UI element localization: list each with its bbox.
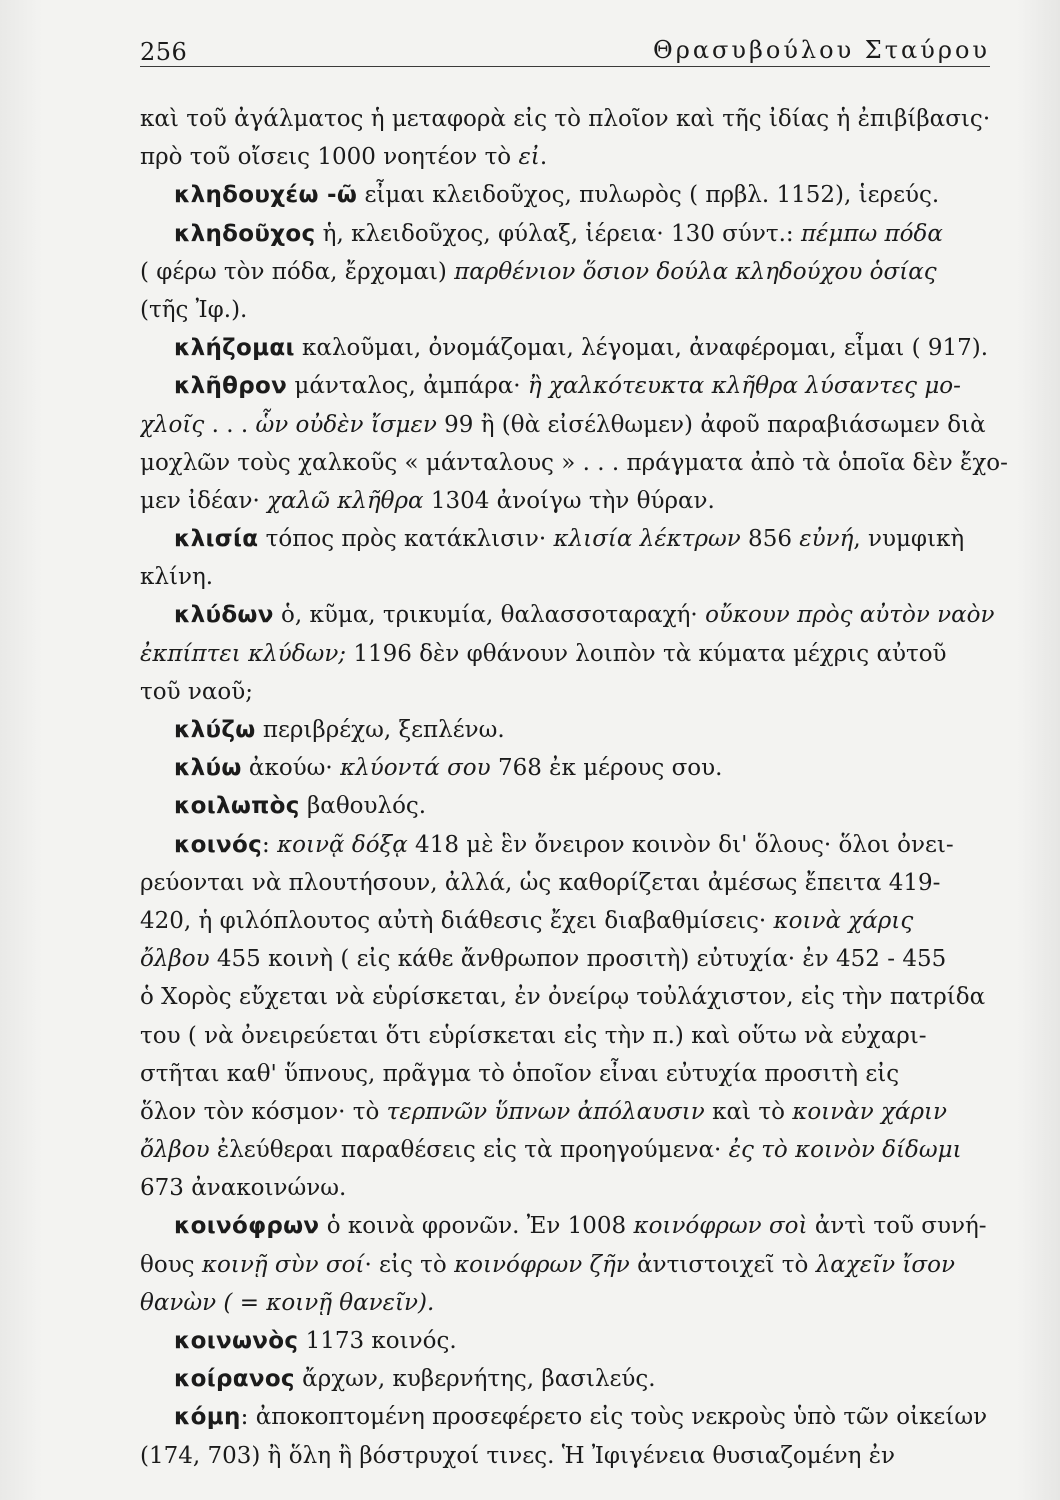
- text-run: περιβρέχω, ξεπλένω.: [255, 717, 505, 743]
- text-run: ἀντιστοιχεῖ τὸ: [629, 1251, 816, 1278]
- text-line: [140, 673, 1020, 711]
- text-run: πρὸ τοῦ οἴσεις 1000 νοητέον τὸ: [140, 144, 519, 171]
- text-line: [140, 1322, 1020, 1360]
- quotation: κοινᾷ δόξᾳ: [277, 831, 408, 858]
- text-run: μεν ἰδέαν·: [140, 487, 268, 514]
- text-line: [140, 215, 1020, 253]
- text-run: (τῆς Ἰφ.).: [140, 296, 248, 323]
- text-run: (174, 703) ἢ ὅλη ἢ βόστρυχοί τινες. Ἡ Ἰφιγένεια θυσιαζομένη ἐν: [140, 1442, 896, 1469]
- text-run: 768 ἐκ μέρους σου.: [490, 755, 723, 782]
- lemma-headword: κλισία: [174, 526, 259, 553]
- text-run: καλοῦμαι, ὀνομάζομαι, λέγομαι, ἀναφέρομαι, εἶμαι ( 917).: [294, 335, 989, 362]
- text-run: .: [539, 144, 548, 171]
- quotation: παρθένιον ὅσιον δούλα κληδούχου ὁσίας: [454, 258, 937, 285]
- text-line: [140, 1398, 1020, 1436]
- lemma-headword: κλῆθρον: [174, 373, 288, 400]
- quotation: χαλῶ κλῆθρα: [267, 487, 424, 514]
- text-run: 418 μὲ ἓν ὄνειρον κοινὸν δι' ὅλους· ὅλοι ὀνει-: [407, 831, 954, 858]
- quotation: οὔκουν πρὸς αὐτὸν ναὸν: [705, 602, 995, 629]
- text-run: , νυμφικὴ: [853, 526, 965, 553]
- text-line: [140, 138, 1020, 176]
- text-run: τόπος πρὸς κατάκλισιν·: [258, 526, 554, 553]
- text-line: [140, 1055, 1020, 1093]
- text-run: ὁ κοινὰ φρονῶν. Ἐν 1008: [319, 1213, 634, 1240]
- text-line: [140, 520, 1020, 558]
- text-line: [140, 1284, 1020, 1322]
- text-line: [140, 1131, 1020, 1169]
- lemma-headword: κοίρανος: [174, 1366, 295, 1393]
- text-run: εἶμαι κλειδοῦχος, πυλωρὸς ( πρβλ. 1152), ἱερεύς.: [357, 182, 940, 209]
- text-line: [140, 864, 1020, 902]
- lemma-headword: κλήζομαι: [174, 335, 295, 362]
- quotation: τερπνῶν ὕπνων ἀπόλαυσιν: [386, 1098, 705, 1125]
- text-line: [140, 711, 1020, 749]
- quotation: ἢ χαλκότευκτα κλῆθρα λύσαντες μο-: [527, 373, 961, 400]
- text-line: [140, 176, 1020, 214]
- lemma-headword: κληδουχέω -ῶ: [174, 182, 358, 209]
- text-run: 455 κοινὴ ( εἰς κάθε ἄνθρωπον προσιτὴ) εὐτυχία· ἐν 452 - 455: [209, 946, 947, 973]
- page-header: [140, 22, 990, 66]
- lemma-headword: κλύδων: [174, 602, 274, 629]
- quotation: κοινὰ χάρις: [773, 907, 914, 934]
- quotation: ὄλβου: [140, 1137, 210, 1164]
- quotation: ὧν οὐδὲν ἴσμεν: [255, 411, 437, 438]
- quotation: εἰ: [518, 144, 540, 171]
- text-line: [140, 367, 1020, 405]
- text-line: [140, 596, 1020, 634]
- text-line: [140, 482, 1020, 520]
- header-rule: [140, 66, 990, 67]
- text-run: ἀκούω·: [241, 755, 341, 782]
- text-line: [140, 787, 1020, 825]
- text-line: [140, 406, 1020, 444]
- lemma-headword: κόμη: [174, 1404, 241, 1431]
- text-run: 420, ἡ φιλόπλουτος αὐτὴ διάθεσις ἔχει διαβαθμίσεις·: [140, 907, 774, 934]
- text-run: 673 ἀνακοινώνω.: [140, 1175, 347, 1202]
- text-run: 1173 κοινός.: [298, 1328, 457, 1354]
- text-run: κλίνη.: [140, 564, 214, 591]
- text-line: [140, 1437, 1020, 1475]
- text-line: [140, 1207, 1020, 1245]
- lemma-headword: κλύζω: [174, 717, 256, 743]
- text-line: [140, 1017, 1020, 1055]
- text-run: 856: [740, 526, 800, 553]
- text-line: [140, 1246, 1020, 1284]
- lemma-headword: κοινόφρων: [174, 1213, 320, 1240]
- lemma-headword: κοινός: [174, 831, 263, 858]
- dictionary-text: [140, 100, 1020, 1475]
- text-line: [140, 940, 1020, 978]
- text-run: · εἰς τὸ: [364, 1251, 455, 1278]
- text-line: [140, 1169, 1020, 1207]
- text-line: [140, 291, 1020, 329]
- quotation: λαχεῖν ἴσον: [815, 1251, 955, 1278]
- text-run: μάνταλος, ἀμπάρα·: [287, 373, 528, 400]
- quotation: κοινῇ σὺν σοί: [201, 1251, 365, 1278]
- text-line: [140, 1093, 1020, 1131]
- quotation: πέμπω πόδα: [800, 220, 943, 247]
- text-run: στῆται καθ' ὕπνους, πρᾶγμα τὸ ὁποῖον εἶναι εὐτυχία προσιτὴ εἰς: [140, 1060, 900, 1087]
- page-number: 256: [140, 38, 188, 66]
- text-line: [140, 329, 1020, 367]
- text-line: [140, 558, 1020, 596]
- text-line: [140, 902, 1020, 940]
- text-line: [140, 635, 1020, 673]
- text-run: τοῦ ναοῦ;: [140, 678, 253, 705]
- quotation: κοινόφρων ζῆν: [454, 1251, 630, 1278]
- text-run: ρεύονται νὰ πλουτήσουν, ἀλλά, ὡς καθορίζεται ἀμέσως ἔπειτα 419-: [140, 869, 941, 896]
- quotation: χλοῖς: [140, 411, 205, 438]
- quotation: εὐνή: [799, 526, 854, 553]
- text-run: του ( νὰ ὀνειρεύεται ὅτι εὑρίσκεται εἰς τὴν π.) καὶ οὕτω νὰ εὐχαρι-: [140, 1022, 927, 1049]
- text-run: καὶ τοῦ ἀγάλματος ἡ μεταφορὰ εἰς τὸ πλοῖον καὶ τῆς ἰδίας ἡ ἐπιβίβασις·: [140, 106, 991, 132]
- text-run: 1304 ἀνοίγω τὴν θύραν.: [423, 487, 715, 514]
- lemma-headword: κοινωνὸς: [174, 1328, 299, 1354]
- text-run: . . .: [204, 411, 256, 438]
- quotation: κλύοντά σου: [340, 755, 491, 782]
- text-run: :: [262, 831, 278, 858]
- quotation: κοινὰν χάριν: [792, 1098, 947, 1125]
- text-line: [140, 100, 1020, 138]
- text-run: ἐλεύθεραι παραθέσεις εἰς τὰ προηγούμενα·: [209, 1137, 729, 1164]
- text-line: [140, 826, 1020, 864]
- lemma-headword: κλύω: [174, 755, 242, 782]
- text-run: καὶ τὸ: [704, 1098, 793, 1125]
- text-run: ( φέρω τὸν πόδα, ἔρχομαι): [140, 258, 455, 285]
- running-title: Θρασυβούλου Σταύρου: [653, 36, 990, 64]
- text-run: 1196 δὲν φθάνουν λοιπὸν τὰ κύματα μέχρις αὐτοῦ: [346, 640, 947, 667]
- quotation: ἐς τὸ κοινὸν δίδωμι: [728, 1137, 962, 1164]
- text-line: [140, 444, 1020, 482]
- text-run: 99 ἢ (θὰ εἰσέλθωμεν) ἀφοῦ παραβιάσωμεν διὰ: [436, 411, 986, 438]
- text-run: μοχλῶν τοὺς χαλκοῦς « μάνταλους » . . . πράγματα ἀπὸ τὰ ὁποῖα δὲν ἔχο-: [140, 449, 1008, 476]
- text-run: : ἀποκοπτομένη προσεφέρετο εἰς τοὺς νεκροὺς ὑπὸ τῶν οἰκείων: [240, 1404, 988, 1431]
- text-run: θους: [140, 1251, 202, 1278]
- lemma-headword: κληδοῦχος: [174, 220, 316, 247]
- text-run: ἡ, κλειδοῦχος, φύλαξ, ἱέρεια· 130 σύντ.:: [315, 220, 801, 247]
- text-line: [140, 1360, 1020, 1398]
- quotation: κλισία λέκτρων: [553, 526, 741, 553]
- quotation: θανὼν ( = κοινῇ θανεῖν).: [140, 1289, 435, 1316]
- quotation: κοινόφρων σοὶ: [633, 1213, 808, 1240]
- text-line: [140, 749, 1020, 787]
- text-run: ἀντὶ τοῦ συνή-: [807, 1213, 987, 1240]
- text-run: ὅλον τὸν κόσμον· τὸ: [140, 1098, 387, 1125]
- text-run: ἄρχων, κυβερνήτης, βασιλεύς.: [294, 1366, 656, 1393]
- lemma-headword: κοιλωπὸς: [174, 793, 300, 820]
- text-run: ὁ Χορὸς εὔχεται νὰ εὑρίσκεται, ἐν ὀνείρῳ τοὐλάχιστον, εἰς τὴν πατρίδα: [140, 984, 986, 1011]
- text-line: [140, 978, 1020, 1016]
- text-run: βαθουλός.: [299, 793, 427, 820]
- quotation: ὄλβου: [140, 946, 210, 973]
- quotation: ἐκπίπτει κλύδων;: [140, 640, 347, 667]
- text-line: [140, 253, 1020, 291]
- text-run: ὁ, κῦμα, τρικυμία, θαλασσοταραχή·: [273, 602, 706, 629]
